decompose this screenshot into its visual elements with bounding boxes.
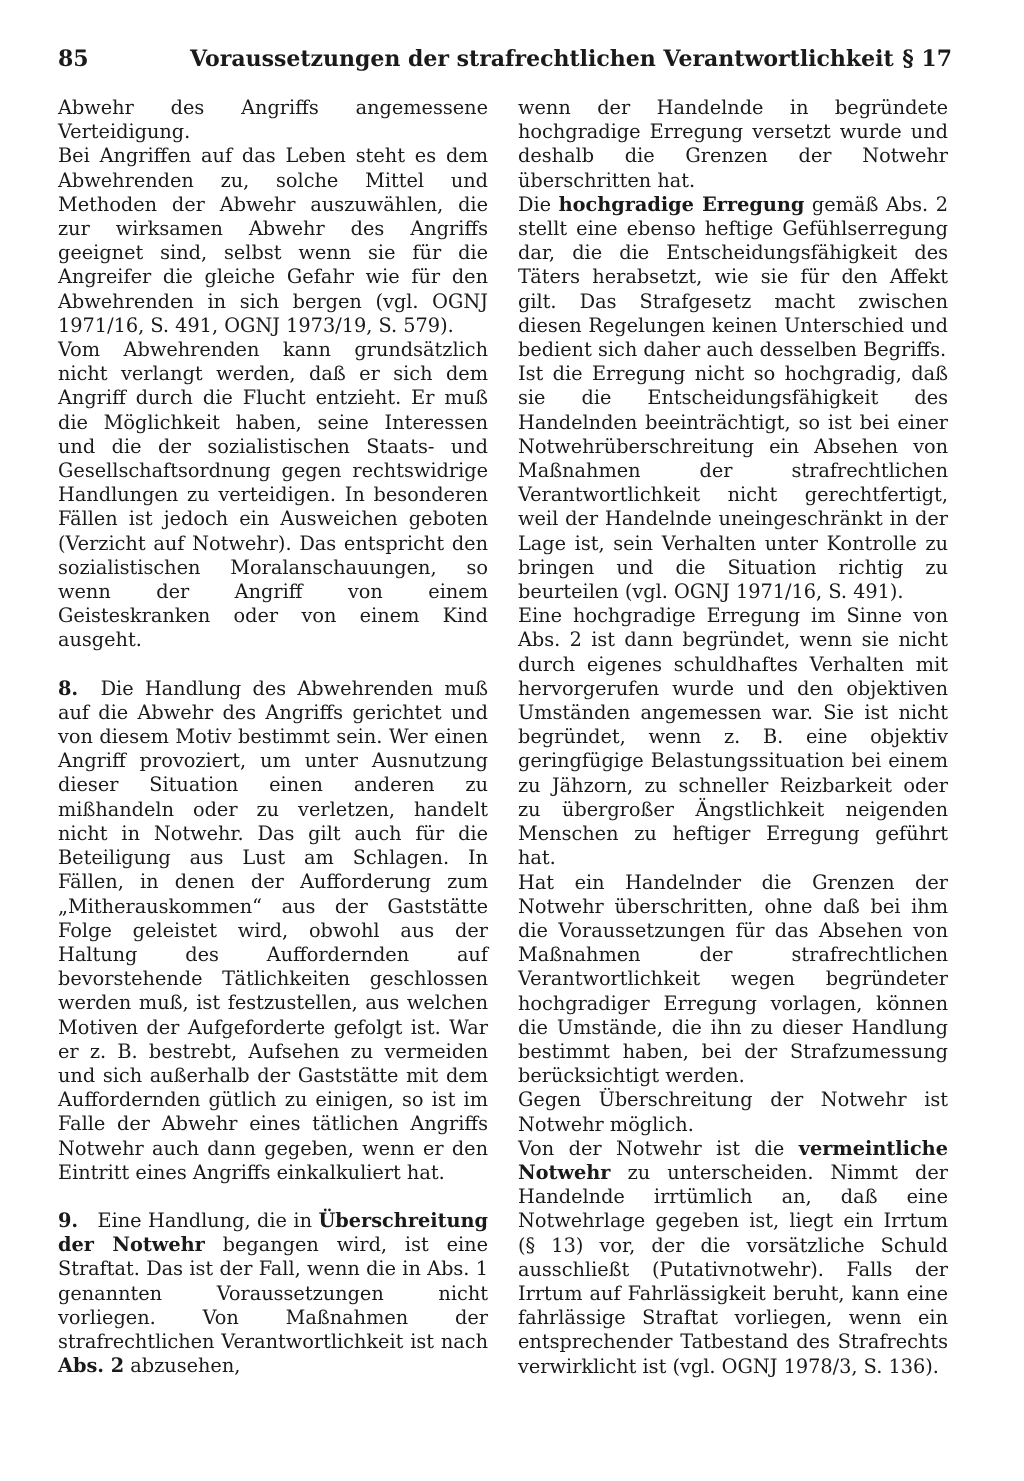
paragraph: Gegen Überschreitung der Notwehr ist Notwehr möglich. xyxy=(518,1088,948,1136)
right-column xyxy=(518,96,948,1379)
paragraph: Abwehr des Angriffs angemessene Verteidigung. xyxy=(58,96,488,144)
section-number: § 17 xyxy=(902,46,952,72)
paragraph xyxy=(518,193,948,362)
paragraph-text: gemäß Abs. 2 stellt eine ebenso heftige Gefühlserregung dar, die die Entscheidungsfähigkeit des Täters herabsetzt, wie sie für den Affekt gilt. Das Strafgesetz macht zwischen diesen Regelungen keinen Unterschied und bedient sich daher auch desselben Begriffs. xyxy=(518,192,948,362)
paragraph: Bei Angriffen auf das Leben steht es dem Abwehrenden zu, solche Mittel und Methoden der Abwehr auszuwählen, die zur wirksamen Abwehr des Angriffs geeignet sind, selbst wenn sie für die Angreifer die gleiche Gefahr wie für den Abwehrenden in sich bergen (vgl. OGNJ 1971/16, S. 491, OGNJ 1973/19, S. 579). xyxy=(58,144,488,337)
bold-term: Abs. 2 xyxy=(58,1354,125,1378)
paragraph-text: Die Handlung des Abwehrenden muß auf die Abwehr des Angriffs gerichtet und von diesem Motiv bestimmt sein. Wer einen Angriff provoziert, um unter Ausnutzung dieser Situation einen anderen zu mißhandeln oder zu verletzen, handelt nicht in Notwehr. Das gilt auch für die Beteiligung aus Lust am Schlagen. In Fällen, in denen der Aufforderung zum „Mitherauskommen“ aus der Gaststätte Folge geleistet wird, obwohl aus der Haltung des Auffordernden auf bevorstehende Tätlichkeiten geschlossen werden muß, ist festzustellen, aus welchen Motiven der Aufgeforderte gefolgt ist. War er z. B. bestrebt, Aufsehen zu vermeiden und sich außerhalb der Gaststätte mit dem Auffordernden gütlich zu einigen, so ist im Falle der Abwehr eines tätlichen Angriffs Notwehr auch dann gegeben, wenn er den Eintritt eines Angriffs einkalkuliert hat. xyxy=(58,676,488,1184)
paragraph: Hat ein Handelnder die Grenzen der Notwehr überschritten, ohne daß bei ihm die Voraussetzungen für das Absehen von Maßnahmen der strafrechtlichen Verantwortlichkeit wegen begründeter hochgradiger Erregung vorlagen, können die Umstände, die ihn zu dieser Handlung bestimmt haben, bei der Strafzumessung berücksichtigt werden. xyxy=(518,870,948,1088)
paragraph-text: zu unterscheiden. Nimmt der Handelnde irrtümlich an, daß eine Notwehrlage gegeben ist, liegt ein Irrtum (§ 13) vor, der die vorsätzliche Schuld ausschließt (Putativnotwehr). Falls der Irrtum auf Fahrlässigkeit beruht, kann eine fahrlässige Straftat vorliegen, wenn ein entsprechender Tatbestand des Strafrechts verwirklicht ist (vgl. OGNJ 1978/3, S. 136). xyxy=(518,1160,948,1378)
page-header xyxy=(0,46,1024,78)
paragraph-text: begangen wird, ist eine Straftat. Das ist der Fall, wenn die in Abs. 1 genannten Voraussetzungen nicht vorliegen. Von Maßnahmen der strafrechtlichen Verantwortlichkeit ist nach xyxy=(58,1233,488,1353)
running-title: Voraussetzungen der strafrechtlichen Verantwortlichkeit xyxy=(190,46,894,72)
paragraph-text: Von der Notwehr ist die xyxy=(518,1136,785,1160)
paragraph: Ist die Erregung nicht so hochgradig, daß sie die Entscheidungsfähigkeit des Handelnden beeinträchtigt, so ist bei einer Notwehrüberschreitung ein Absehen von Maßnahmen der strafrechtlichen Verantwortlichkeit nicht gerechtfertigt, weil der Handelnde uneingeschränkt in der Lage ist, sein Verhalten unter Kontrolle zu bringen und die Situation richtig zu beurteilen (vgl. OGNJ 1971/16, S. 491). xyxy=(518,362,948,604)
bold-term: vermeintliche Notwehr xyxy=(518,1136,948,1184)
paragraph xyxy=(518,1137,948,1379)
paragraph-text: abzusehen, xyxy=(130,1354,241,1378)
numbered-paragraph xyxy=(58,677,488,1185)
page-number: 85 xyxy=(58,46,89,72)
paragraph: Vom Abwehrenden kann grundsätzlich nicht verlangt werden, daß er sich dem Angriff durch die Flucht entzieht. Er muß die Möglichkeit haben, seine Interessen und die der sozialistischen Staats- und Gesellschaftsordnung gegen rechtswidrige Handlungen zu verteidigen. In besonderen Fällen ist jedoch ein Ausweichen geboten (Verzicht auf Notwehr). Das entspricht den sozialistischen Moralanschauungen, so wenn der Angriff von einem Geisteskranken oder von einem Kind ausgeht. xyxy=(58,338,488,652)
paragraph: Eine hochgradige Erregung im Sinne von Abs. 2 ist dann begründet, wenn sie nicht durch eigenes schuldhaftes Verhalten mit hervorgerufen wurde und den objektiven Umständen angemessen war. Sie ist nicht begründet, wenn z. B. eine objektiv geringfügige Belastungssituation bei einem zu Jähzorn, zu schneller Reizbarkeit oder zu übergroßer Ängstlichkeit neigenden Menschen zu heftiger Erregung geführt hat. xyxy=(518,604,948,870)
paragraph-number: 9. xyxy=(58,1208,79,1232)
bold-term: Überschreitung der Notwehr xyxy=(58,1208,488,1257)
paragraph-number: 8. xyxy=(58,676,79,700)
left-column xyxy=(58,96,488,1378)
paragraph-text: Eine Handlung, die in xyxy=(97,1208,313,1232)
paragraph-text: Die xyxy=(518,192,552,216)
numbered-paragraph xyxy=(58,1209,488,1378)
bold-term: hochgradige Erregung xyxy=(558,192,805,216)
paragraph: wenn der Handelnde in begründete hochgradige Erregung versetzt wurde und deshalb die Grenzen der Notwehr überschritten hat. xyxy=(518,96,948,192)
